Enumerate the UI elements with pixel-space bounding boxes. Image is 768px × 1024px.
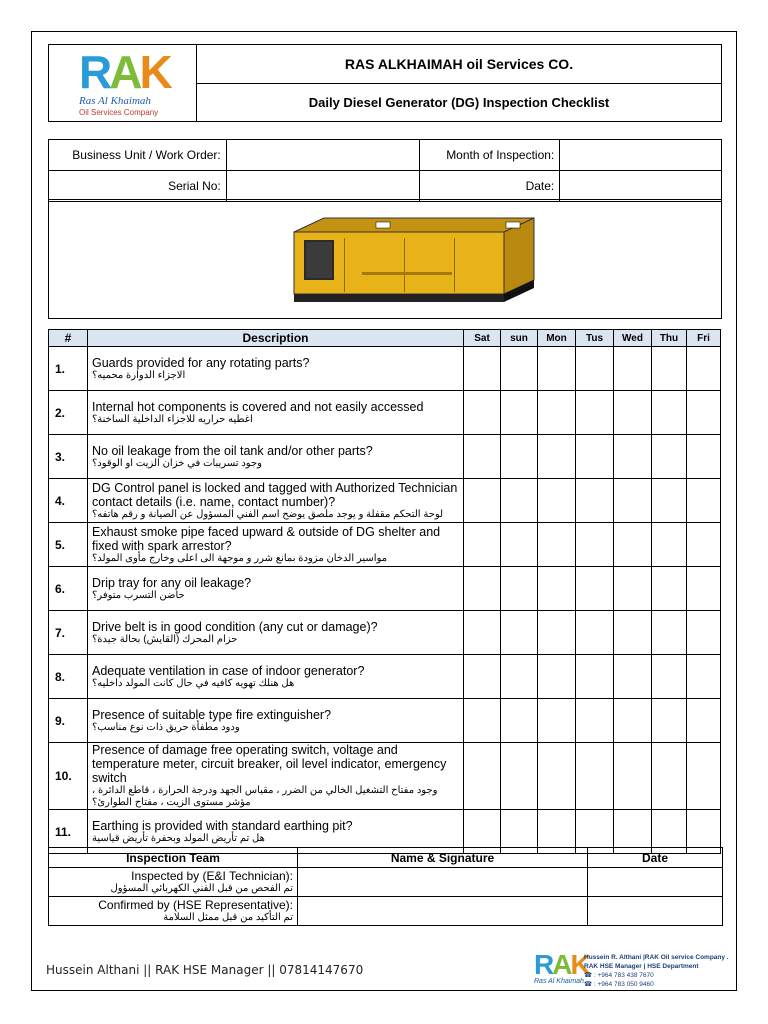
- check-cell-wed[interactable]: [614, 611, 652, 655]
- document-header: [48, 44, 722, 122]
- check-cell-sun[interactable]: [501, 435, 538, 479]
- col-sun: sun: [501, 330, 538, 347]
- month-label: Month of Inspection:: [420, 140, 560, 171]
- check-cell-wed[interactable]: [614, 347, 652, 391]
- serial-field[interactable]: [226, 171, 420, 202]
- check-cell-wed[interactable]: [614, 743, 652, 810]
- check-cell-tus[interactable]: [576, 347, 614, 391]
- check-cell-wed[interactable]: [614, 391, 652, 435]
- hse-label-ar: تم التأكيد من قبل ممثل السلامة: [163, 912, 293, 923]
- item-description: [88, 347, 464, 391]
- check-cell-mon[interactable]: [538, 391, 576, 435]
- check-cell-sun[interactable]: [501, 611, 538, 655]
- checklist-row: [49, 655, 721, 699]
- check-cell-thu[interactable]: [652, 567, 687, 611]
- team-col-date: Date: [588, 848, 723, 868]
- checklist-row: [49, 699, 721, 743]
- logo-rak-text: RAK: [79, 46, 170, 98]
- footer-logo-subtitle: Ras Al Khaimah: [534, 978, 584, 985]
- technician-label: [49, 868, 298, 897]
- item-description-en: Presence of suitable type fire extinguisher?: [92, 707, 332, 722]
- check-cell-sun[interactable]: [501, 479, 538, 523]
- item-number: 8.: [49, 655, 88, 699]
- check-cell-thu[interactable]: [652, 479, 687, 523]
- item-description: [88, 611, 464, 655]
- check-cell-mon[interactable]: [538, 611, 576, 655]
- item-description-en: Presence of damage free operating switch, voltage and temperature meter, circuit breaker, oil level indicator, emergency switch: [92, 743, 447, 785]
- check-cell-sun[interactable]: [501, 523, 538, 567]
- team-row-technician: [49, 868, 723, 897]
- check-cell-mon[interactable]: [538, 479, 576, 523]
- checklist-row: [49, 743, 721, 810]
- check-cell-sat[interactable]: [464, 567, 501, 611]
- item-description: [88, 567, 464, 611]
- item-description: [88, 479, 464, 523]
- company-name: RAS ALKHAIMAH oil Services CO.: [197, 45, 721, 84]
- item-description-en: Earthing is provided with standard earthing pit?: [92, 818, 353, 833]
- team-col-name-signature: Name & Signature: [298, 848, 588, 868]
- check-cell-thu[interactable]: [652, 655, 687, 699]
- item-description-ar: حاضن التسرب متوفر؟: [92, 589, 185, 601]
- technician-date-field[interactable]: [588, 868, 723, 897]
- check-cell-mon[interactable]: [538, 347, 576, 391]
- check-cell-sat[interactable]: [464, 699, 501, 743]
- col-wed: Wed: [614, 330, 652, 347]
- footer-info-block: [584, 953, 729, 989]
- check-cell-wed[interactable]: [614, 655, 652, 699]
- item-description-en: Drive belt is in good condition (any cut or damage)?: [92, 619, 378, 634]
- check-cell-sat[interactable]: [464, 391, 501, 435]
- item-description: [88, 523, 464, 567]
- check-cell-sun[interactable]: [501, 347, 538, 391]
- check-cell-tus[interactable]: [576, 435, 614, 479]
- check-cell-fri[interactable]: [687, 435, 721, 479]
- technician-label-ar: تم الفحص من قبل الفني الكهربائي المسؤول: [110, 883, 293, 894]
- check-cell-wed[interactable]: [614, 567, 652, 611]
- check-cell-sat[interactable]: [464, 611, 501, 655]
- check-cell-sun[interactable]: [501, 743, 538, 810]
- check-cell-tus[interactable]: [576, 523, 614, 567]
- item-number: 1.: [49, 347, 88, 391]
- footer-info-line1: Hussein R. Althani |RAK Oil service Company .: [584, 954, 729, 961]
- item-description-en: Drip tray for any oil leakage?: [92, 575, 252, 590]
- inspection-team-table: [48, 847, 723, 926]
- item-description-ar: هل تم تأريض المولد وبحفرة تأريض قياسية: [92, 832, 265, 844]
- logo-subtitle: Ras Al Khaimah: [79, 95, 151, 107]
- check-cell-fri[interactable]: [687, 391, 721, 435]
- col-thu: Thu: [652, 330, 687, 347]
- footer-info-line3: ☎ : +964 783 438 7670: [584, 972, 654, 979]
- item-number: 6.: [49, 567, 88, 611]
- check-cell-mon[interactable]: [538, 567, 576, 611]
- check-cell-fri[interactable]: [687, 567, 721, 611]
- check-cell-tus[interactable]: [576, 567, 614, 611]
- check-cell-fri[interactable]: [687, 347, 721, 391]
- check-cell-sat[interactable]: [464, 655, 501, 699]
- check-cell-mon[interactable]: [538, 743, 576, 810]
- item-number: 10.: [49, 743, 88, 810]
- check-cell-sun[interactable]: [501, 699, 538, 743]
- item-number: 9.: [49, 699, 88, 743]
- check-cell-sat[interactable]: [464, 743, 501, 810]
- item-description: [88, 435, 464, 479]
- footer-info-line2: RAK HSE Manager | HSE Department: [584, 963, 699, 970]
- check-cell-thu[interactable]: [652, 743, 687, 810]
- team-row-hse: [49, 897, 723, 926]
- business-unit-label: Business Unit / Work Order:: [49, 140, 227, 171]
- generator-image: [284, 210, 544, 310]
- item-description-ar: مواسير الدخان مزودة بمانع شرر و موجهة الى اعلى وخارج مأوى المولد؟: [92, 552, 388, 564]
- check-cell-sat[interactable]: [464, 523, 501, 567]
- check-cell-thu[interactable]: [652, 347, 687, 391]
- item-number: 2.: [49, 391, 88, 435]
- check-cell-sun[interactable]: [501, 567, 538, 611]
- footer-info-line4: ☎ : +964 783 050 9460: [584, 981, 654, 988]
- check-cell-mon[interactable]: [538, 435, 576, 479]
- check-cell-mon[interactable]: [538, 699, 576, 743]
- footer-logo: RAK: [534, 949, 589, 980]
- check-cell-thu[interactable]: [652, 611, 687, 655]
- check-cell-wed[interactable]: [614, 479, 652, 523]
- check-cell-thu[interactable]: [652, 699, 687, 743]
- item-description-ar: وجود مفتاح التشغيل الخالي من الضرر ، مقياس الجهد ودرجة الحرارة ، قاطع الدائرة ، مؤشر مستوى الزيت ، مفتاح الطوارئ؟: [92, 785, 438, 808]
- check-cell-tus[interactable]: [576, 479, 614, 523]
- col-tus: Tus: [576, 330, 614, 347]
- check-cell-tus[interactable]: [576, 743, 614, 810]
- team-col-inspection-team: Inspection Team: [49, 848, 298, 868]
- check-cell-sun[interactable]: [501, 655, 538, 699]
- item-description-ar: لوحة التحكم مقفلة و يوجد ملصق يوضح اسم الفني المسؤول عن الصيانة و رقم هاتفه؟: [92, 508, 444, 520]
- check-cell-tus[interactable]: [576, 611, 614, 655]
- check-cell-fri[interactable]: [687, 479, 721, 523]
- item-description-ar: هل هنلك تهويه كافيه في حال كانت المولد داخليه؟: [92, 677, 295, 689]
- check-cell-tus[interactable]: [576, 391, 614, 435]
- checklist-row: [49, 391, 721, 435]
- item-description-en: Guards provided for any rotating parts?: [92, 355, 310, 370]
- col-sat: Sat: [464, 330, 501, 347]
- hse-signature-field[interactable]: [298, 897, 588, 926]
- checklist-row: [49, 435, 721, 479]
- technician-signature-field[interactable]: [298, 868, 588, 897]
- item-description-ar: ودود مطفأة حريق ذات نوع مناسب؟: [92, 721, 240, 733]
- check-cell-thu[interactable]: [652, 523, 687, 567]
- item-description-ar: حزام المحرك (القايش) بحالة جيدة؟: [92, 633, 238, 645]
- hse-label: [49, 897, 298, 926]
- checklist-row: [49, 611, 721, 655]
- team-header-row: [49, 848, 723, 868]
- logo-subtitle-2: Oil Services Company: [79, 108, 159, 117]
- check-cell-fri[interactable]: [687, 699, 721, 743]
- business-unit-field[interactable]: [226, 140, 420, 171]
- check-cell-wed[interactable]: [614, 523, 652, 567]
- company-logo: [49, 45, 197, 121]
- check-cell-fri[interactable]: [687, 655, 721, 699]
- item-description-ar: وجود تسريبات في خزان الزيت او الوقود؟: [92, 457, 262, 469]
- checklist-table: [48, 329, 721, 854]
- checklist-row: [49, 479, 721, 523]
- item-description-en: Internal hot components is covered and not easily accessed: [92, 399, 424, 414]
- col-num: #: [49, 330, 88, 347]
- month-field[interactable]: [560, 140, 722, 171]
- generator-image-box: [48, 199, 722, 319]
- checklist-header-row: [49, 330, 721, 347]
- item-number: 7.: [49, 611, 88, 655]
- item-description-en: Exhaust smoke pipe faced upward & outside of DG shelter and fixed with spark arrestor?: [92, 524, 441, 553]
- item-description: [88, 391, 464, 435]
- check-cell-sat[interactable]: [464, 479, 501, 523]
- check-cell-fri[interactable]: [687, 523, 721, 567]
- col-fri: Fri: [687, 330, 721, 347]
- item-number: 11.: [49, 810, 88, 854]
- item-description-en: Adequate ventilation in case of indoor generator?: [92, 663, 365, 678]
- check-cell-mon[interactable]: [538, 655, 576, 699]
- date-field[interactable]: [560, 171, 722, 202]
- hse-label-en: Confirmed by (HSE Representative):: [98, 898, 293, 912]
- check-cell-sun[interactable]: [501, 391, 538, 435]
- check-cell-wed[interactable]: [614, 699, 652, 743]
- date-label: Date:: [420, 171, 560, 202]
- item-description: [88, 655, 464, 699]
- check-cell-sat[interactable]: [464, 435, 501, 479]
- serial-label: Serial No:: [49, 171, 227, 202]
- item-description-en: No oil leakage from the oil tank and/or other parts?: [92, 443, 373, 458]
- item-number: 3.: [49, 435, 88, 479]
- check-cell-fri[interactable]: [687, 743, 721, 810]
- info-table: [48, 139, 722, 202]
- check-cell-thu[interactable]: [652, 391, 687, 435]
- document-title: Daily Diesel Generator (DG) Inspection Checklist: [308, 94, 610, 110]
- checklist-row: [49, 523, 721, 567]
- item-number: 4.: [49, 479, 88, 523]
- check-cell-sat[interactable]: [464, 347, 501, 391]
- col-description: Description: [88, 330, 464, 347]
- item-description-en: DG Control panel is locked and tagged with Authorized Technician contact details (i.e. name, contact number)?: [92, 480, 458, 509]
- technician-label-en: Inspected by (E&I Technician):: [131, 869, 293, 883]
- checklist-row: [49, 347, 721, 391]
- check-cell-tus[interactable]: [576, 655, 614, 699]
- item-number: 5.: [49, 523, 88, 567]
- check-cell-wed[interactable]: [614, 435, 652, 479]
- check-cell-thu[interactable]: [652, 435, 687, 479]
- check-cell-fri[interactable]: [687, 611, 721, 655]
- col-mon: Mon: [538, 330, 576, 347]
- item-description-ar: الاجزاء الدوارة محميه؟: [92, 369, 186, 381]
- item-description: [88, 699, 464, 743]
- check-cell-tus[interactable]: [576, 699, 614, 743]
- item-description: [88, 743, 464, 810]
- item-description-ar: اغطيه حراريه للاجزاء الداخلية الساخنة؟: [92, 413, 253, 425]
- hse-date-field[interactable]: [588, 897, 723, 926]
- footer-contact: Hussein Althani || RAK HSE Manager || 07814147670: [46, 963, 364, 977]
- check-cell-mon[interactable]: [538, 523, 576, 567]
- checklist-row: [49, 567, 721, 611]
